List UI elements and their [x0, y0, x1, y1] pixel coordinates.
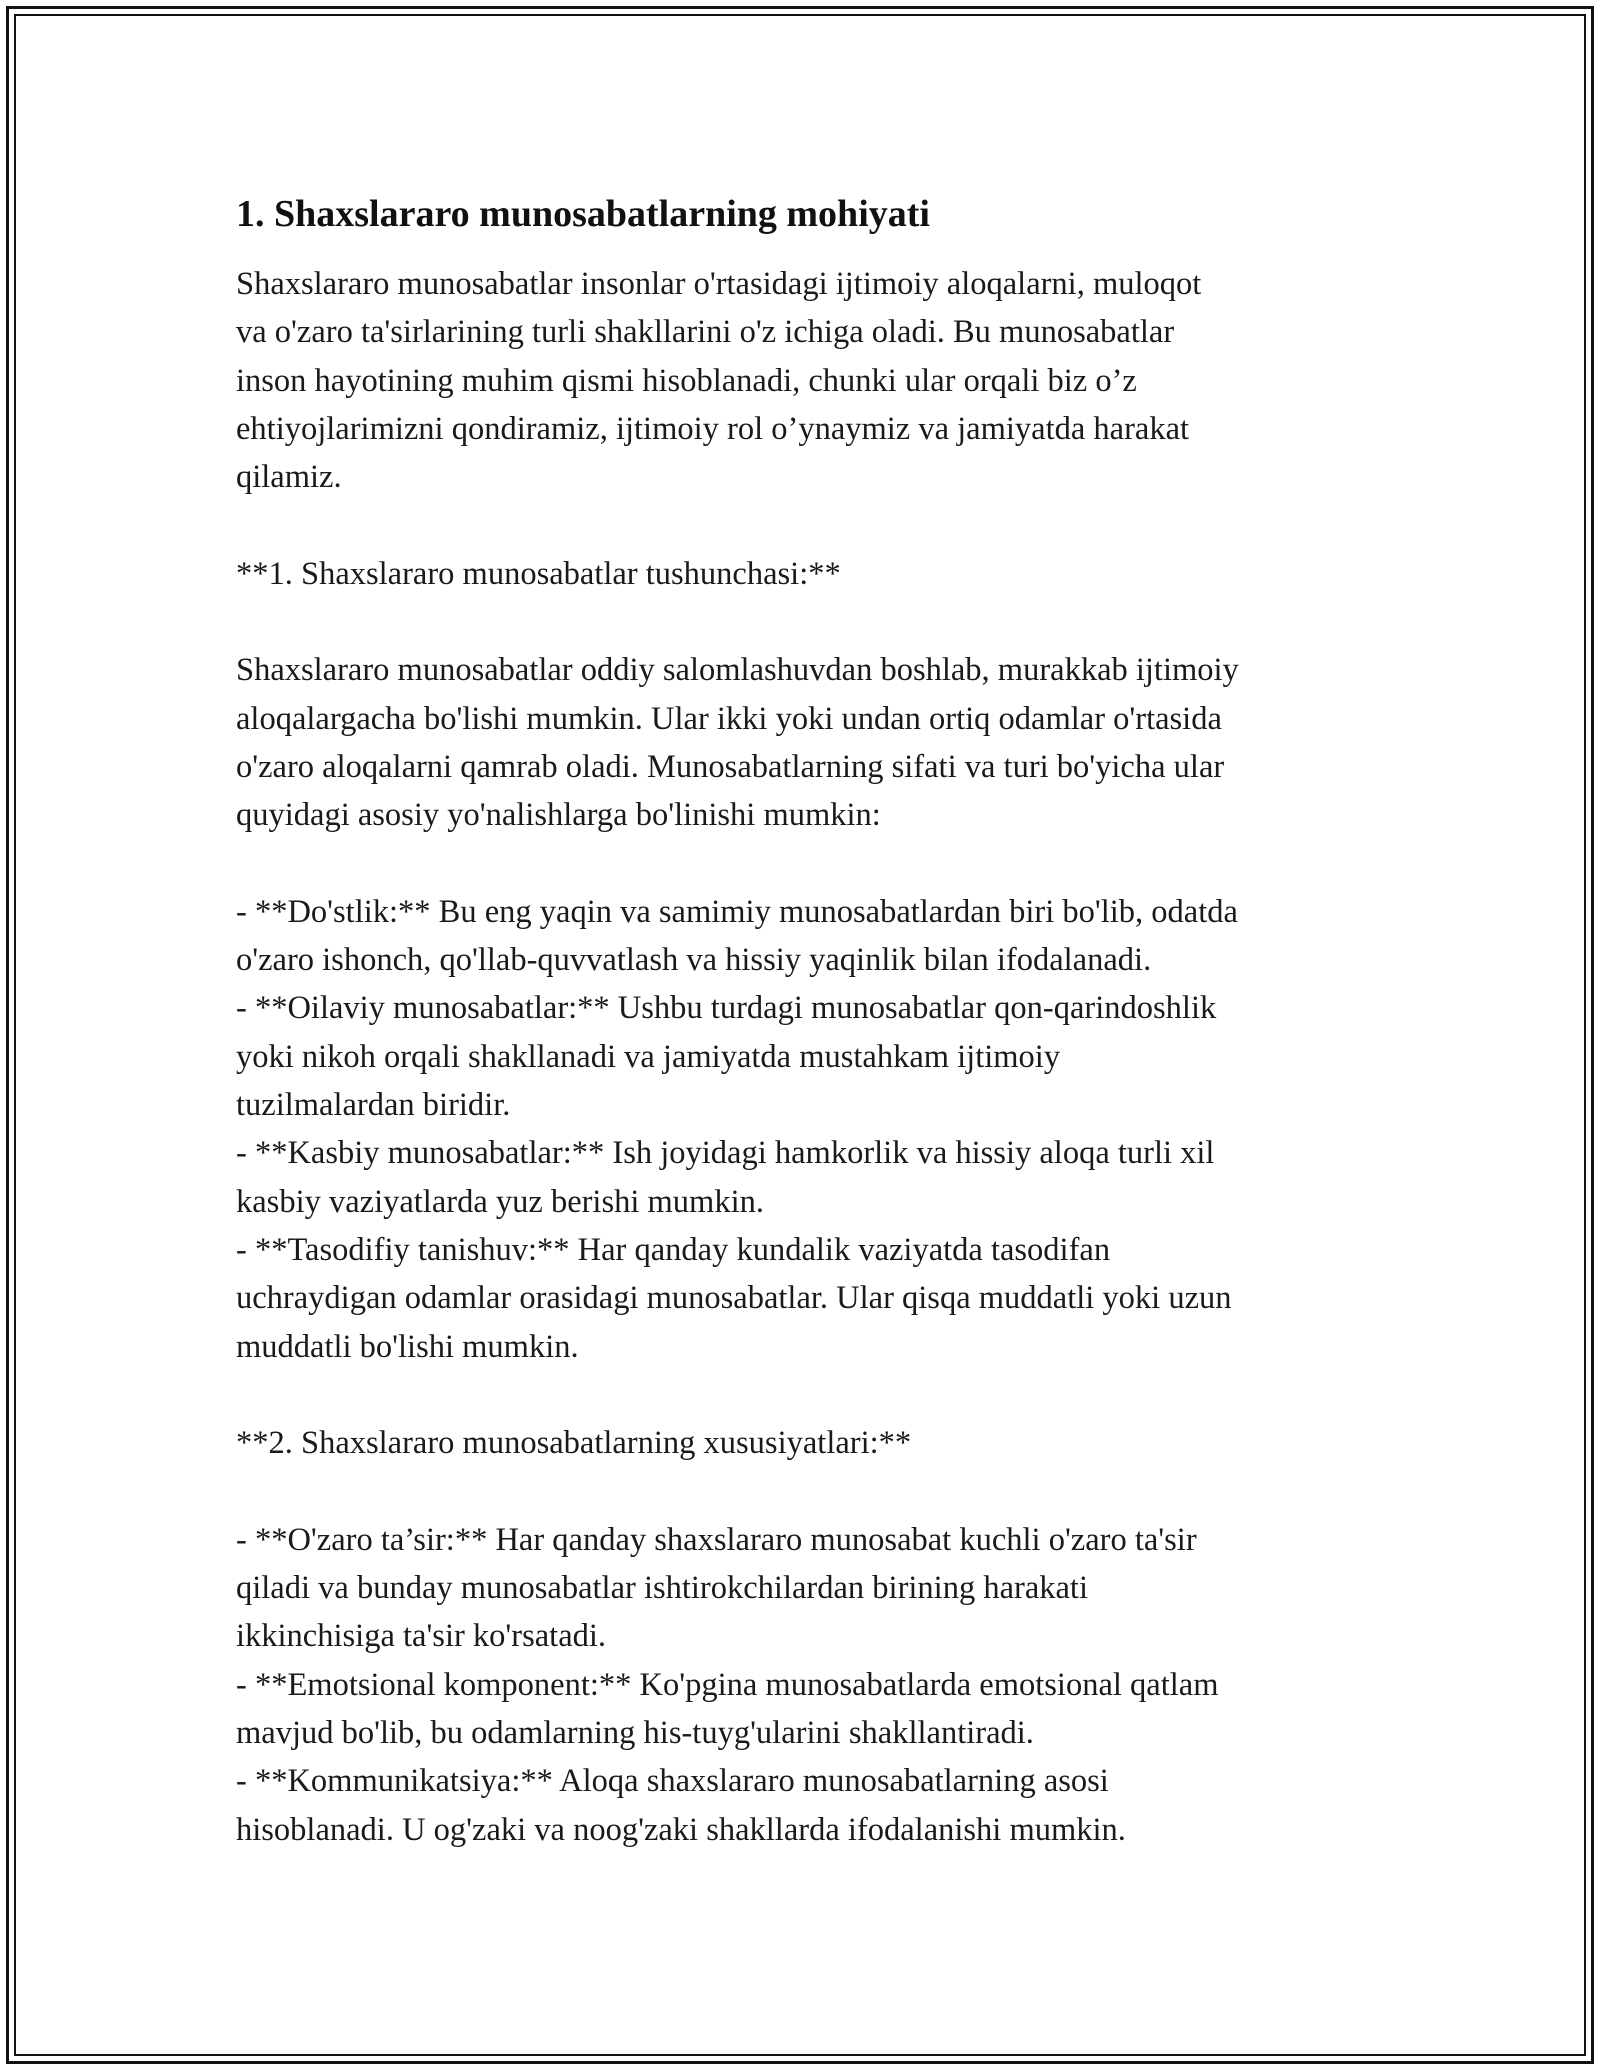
text-line: aloqalargacha bo'lishi mumkin. Ular ikki yoki undan ortiq odamlar o'rtasida: [236, 700, 1222, 737]
text-line: o'zaro aloqalarni qamrab oladi. Munosabatlarning sifati va turi bo'yicha ular: [236, 748, 1225, 785]
text-line: quyidagi asosiy yo'nalishlarga bo'linishi mumkin:: [236, 797, 881, 834]
paragraph: [236, 888, 1396, 1371]
text-line: **2. Shaxslararo munosabatlarning xususiyatlari:**: [236, 1425, 912, 1462]
text-line: - **Emotsional komponent:** Ko'pgina munosabatlarda emotsional qatlam: [236, 1666, 1219, 1703]
text-line: **1. Shaxslararo munosabatlar tushunchasi:**: [236, 555, 841, 592]
text-line: uchraydigan odamlar orasidagi munosabatlar. Ular qisqa muddatli yoki uzun: [236, 1280, 1232, 1317]
text-line: hisoblanadi. U og'zaki va noog'zaki shakllarda ifodalanishi mumkin.: [236, 1811, 1126, 1848]
text-line: - **Kommunikatsiya:** Aloqa shaxslararo munosabatlarning asosi: [236, 1763, 1109, 1800]
text-line: o'zaro ishonch, qo'llab-quvvatlash va hissiy yaqinlik bilan ifodalanadi.: [236, 942, 1152, 979]
blank-line: [236, 840, 1396, 888]
blank-line: [236, 501, 1396, 549]
text-line: Shaxslararo munosabatlar insonlar o'rtasidagi ijtimoiy aloqalarni, muloqot: [236, 266, 1202, 302]
text-line: tuzilmalardan biridir.: [236, 1087, 511, 1124]
text-line: - **O'zaro ta’sir:** Har qanday shaxslararo munosabat kuchli o'zaro ta'sir: [236, 1521, 1197, 1558]
document-blocks: [236, 260, 1396, 1854]
blank-line: [236, 1371, 1396, 1419]
paragraph: [236, 1516, 1396, 1854]
paragraph: [236, 260, 1396, 501]
text-line: kasbiy vaziyatlarda yuz berishi mumkin.: [236, 1183, 764, 1220]
text-line: qiladi va bunday munosabatlar ishtirokchilardan birining harakati: [236, 1570, 1088, 1607]
text-line: Shaxslararo munosabatlar oddiy salomlashuvdan boshlab, murakkab ijtimoiy: [236, 652, 1239, 689]
text-line: ikkinchisiga ta'sir ko'rsatadi.: [236, 1618, 607, 1655]
text-line: ehtiyojlarimizni qondiramiz, ijtimoiy rol o’ynaymiz va jamiyatda harakat: [236, 410, 1190, 447]
text-line: va o'zaro ta'sirlarining turli shakllarini o'z ichiga oladi. Bu munosabatlar: [236, 314, 1175, 351]
text-line: inson hayotining muhim qismi hisoblanadi, chunki ular orqali biz o’z: [236, 362, 1137, 399]
text-line: yoki nikoh orqali shakllanadi va jamiyatda mustahkam ijtimoiy: [236, 1038, 1061, 1075]
text-line: mavjud bo'lib, bu odamlarning his-tuyg'ularini shakllantiradi.: [236, 1714, 1034, 1751]
text-line: muddatli bo'lishi mumkin.: [236, 1328, 579, 1365]
document-body: [236, 188, 1396, 1854]
paragraph: [236, 646, 1396, 839]
text-line: - **Oilaviy munosabatlar:** Ushbu turdagi munosabatlar qon-qarindoshlik: [236, 990, 1217, 1027]
paragraph: [236, 1419, 1396, 1467]
text-line: - **Tasodifiy tanishuv:** Har qanday kundalik vaziyatda tasodifan: [236, 1231, 1111, 1268]
text-line: qilamiz.: [236, 459, 342, 496]
blank-line: [236, 1467, 1396, 1515]
section-title: 1. Shaxslararo munosabatlarning mohiyati: [236, 193, 930, 235]
text-line: - **Kasbiy munosabatlar:** Ish joyidagi hamkorlik va hissiy aloqa turli xil: [236, 1135, 1215, 1172]
paragraph: [236, 550, 1396, 598]
blank-line: [236, 598, 1396, 646]
text-line: - **Do'stlik:** Bu eng yaqin va samimiy munosabatlardan biri bo'lib, odatda: [236, 893, 1238, 930]
